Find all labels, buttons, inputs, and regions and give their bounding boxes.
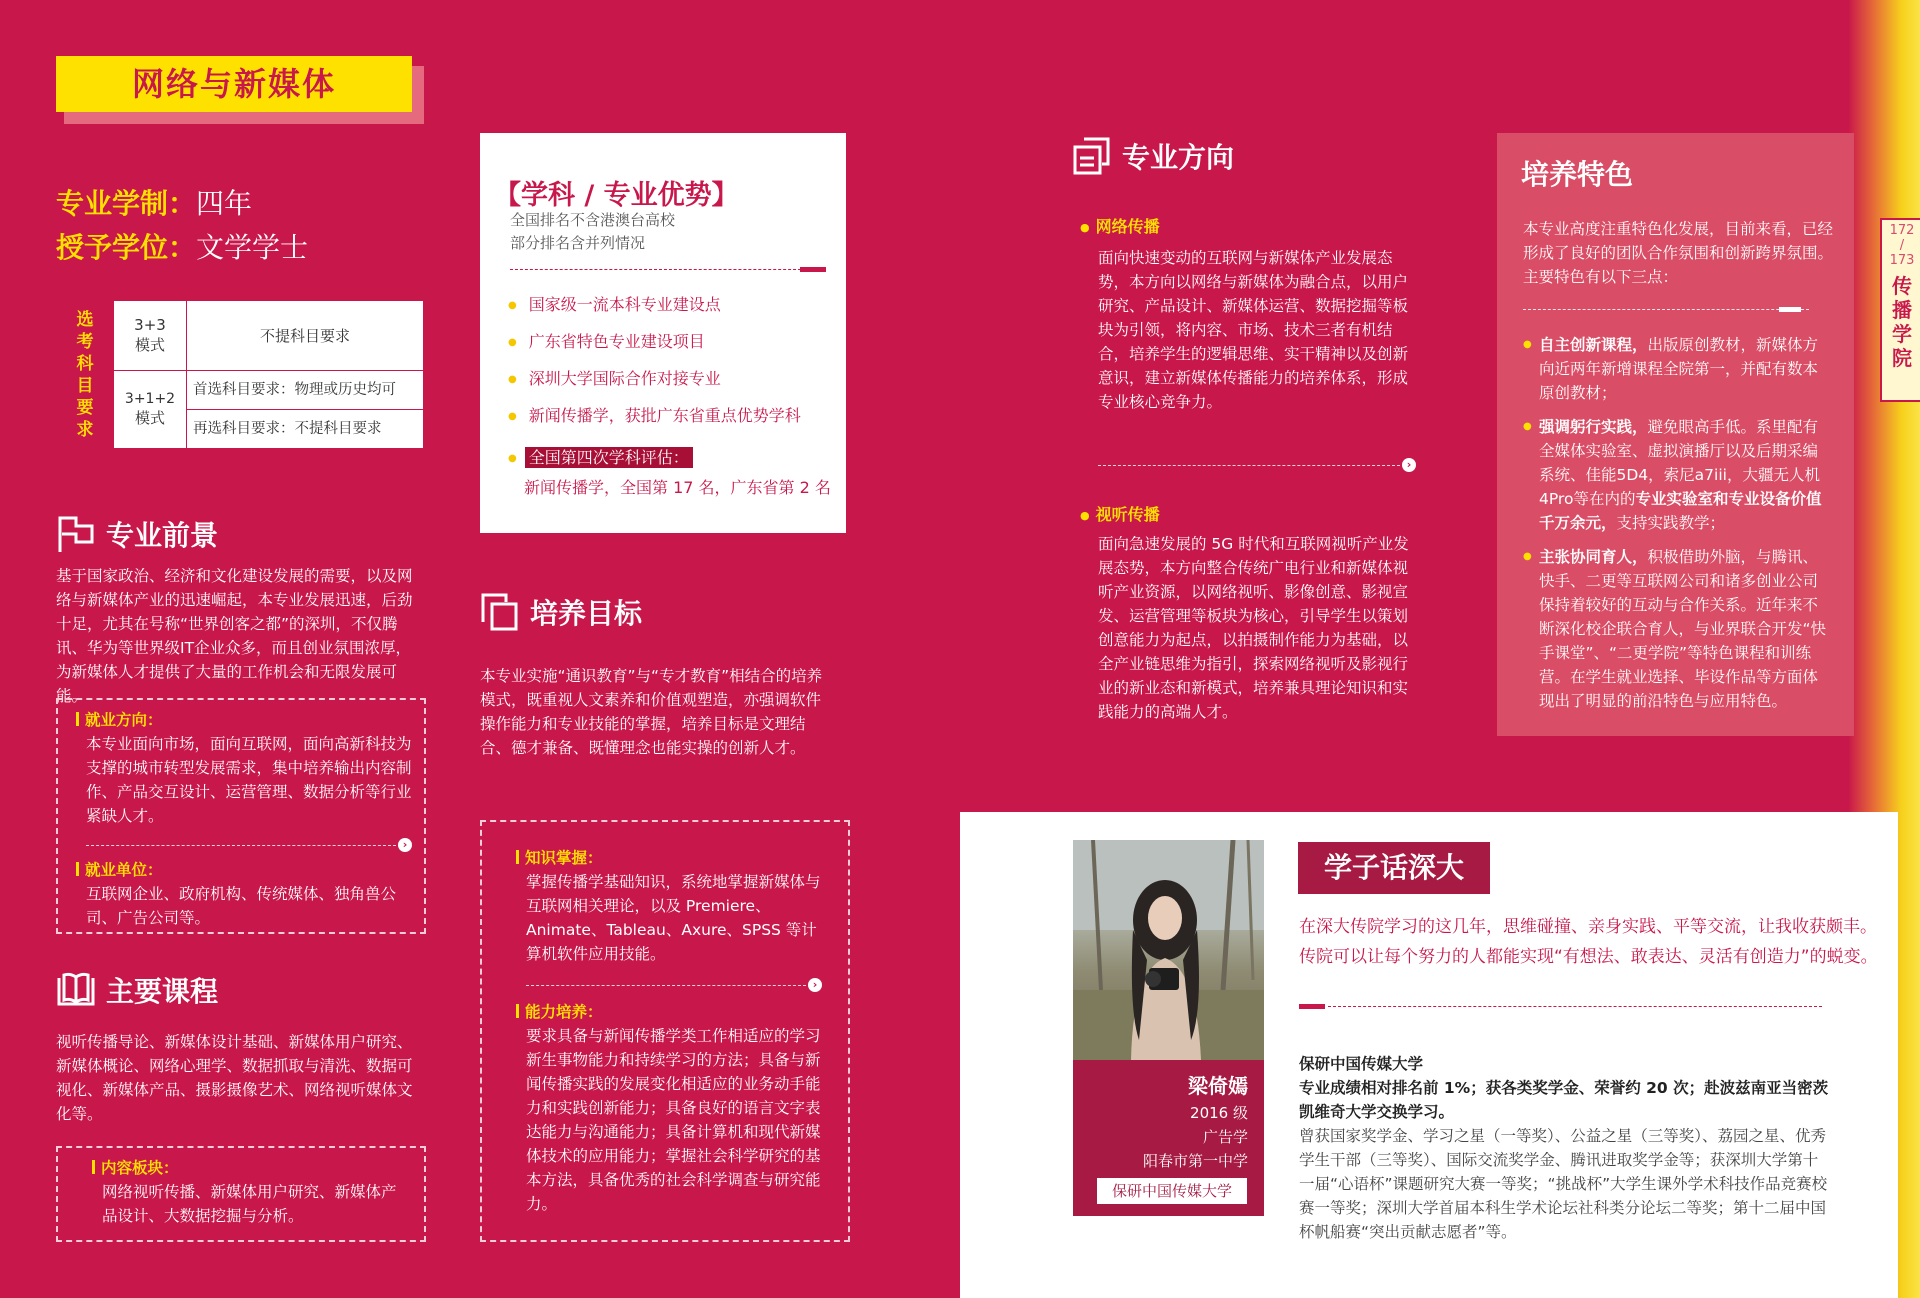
student-badge: 保研中国传媒大学 xyxy=(1097,1178,1247,1204)
network-direction-text: 面向快速变动的互联网与新媒体产业发展态势，本方向以网络与新媒体为融合点，以用户研究、产品设计、新媒体运营、数据挖掘等板块为引领，将内容、市场、技术三者有机结合，培养学生的逻辑思维、实干精神以及创新意识，建立新媒体传播能力的培养体系，形成专业核心竞争力。 xyxy=(1098,249,1409,411)
direction-heading-text: 专业方向 xyxy=(1122,141,1235,174)
content-block-box xyxy=(56,1146,426,1242)
mode-label: 3+1+2 xyxy=(124,391,176,407)
student-panel xyxy=(960,812,1898,1298)
divider-accent xyxy=(1779,307,1801,312)
feature-text: 出版原创教材，新媒体方向近两年新增课程全院第一，并配有数本原创教材； xyxy=(1539,336,1819,402)
student-school: 阳春市第一中学 xyxy=(1142,1152,1248,1170)
student-name: 梁倚嫣 xyxy=(1188,1074,1248,1098)
student-achievements xyxy=(1299,1052,1829,1244)
advantage-title: 【学科 / 专业优势】 xyxy=(494,180,739,211)
college-char: 传 xyxy=(1892,274,1912,298)
student-year: 2016 级 xyxy=(1190,1104,1248,1122)
employment-box xyxy=(56,698,426,934)
av-direction-text: 面向急速发展的 5G 时代和互联网视听产业发展态势，本方向整合传统广电行业和新媒体视听产业资源，以网络视听、影像创意、影视宣发、运营管理等板块为核心，引导学生以策划创意能力为起点，以拍摄制作能力为基础，以全产业链思维为指引，探索网络视听及影视行业的新业态和新模式，培养兼具理论知识和实践能力的高端人才。 xyxy=(1098,535,1409,721)
college-char: 播 xyxy=(1892,298,1912,322)
arrow-right-icon: › xyxy=(398,838,412,852)
employment-unit-text: 互联网企业、政府机构、传统媒体、独角兽公司、广告公司等。 xyxy=(86,885,397,927)
mode-3-3 xyxy=(114,301,187,371)
goal-heading-text: 培养目标 xyxy=(530,597,643,630)
college-char: 学 xyxy=(1892,322,1912,346)
employment-unit-heading: 就业单位： xyxy=(76,858,412,882)
network-direction-heading: ● 网络传播 xyxy=(1080,214,1160,237)
advantage-subtitle: 部分排名含并列情况 xyxy=(510,234,646,252)
subject-requirements-table xyxy=(56,300,424,449)
page-number xyxy=(1882,220,1920,268)
goal-detail-box xyxy=(480,820,850,1242)
goal-heading xyxy=(480,592,642,632)
page-number-left: 172 xyxy=(1889,223,1915,238)
ability-heading: 能力培养： xyxy=(516,1000,822,1024)
page-side-tab xyxy=(1880,218,1920,402)
content-block-heading: 内容板块： xyxy=(92,1156,402,1180)
advantage-item: ● 国家级一流本科专业建设点 xyxy=(508,287,801,324)
divider-accent xyxy=(1299,1004,1325,1009)
book-icon xyxy=(56,972,96,1008)
mode-3-1-2 xyxy=(114,371,187,449)
meta-key: 授予学位： xyxy=(56,231,197,264)
label-char: 选 xyxy=(76,309,94,330)
feature-text: 避免眼高手低。系里配有全媒体实验室、虚拟演播厅以及后期采编系统、佳能5D4，索尼a7iii，大疆无人机4Pro等在内的 xyxy=(1539,418,1820,508)
evaluation: ● 全国第四次学科评估： xyxy=(508,445,693,468)
feature-item xyxy=(1523,333,1829,405)
student-photo xyxy=(1073,840,1264,1060)
mode-label: 3+3 xyxy=(134,316,166,334)
meta-value: 文学学士 xyxy=(196,231,309,264)
knowledge-heading: 知识掌握： xyxy=(516,846,822,870)
label-char: 考 xyxy=(76,331,94,352)
av-direction-heading: ● 视听传播 xyxy=(1080,502,1160,525)
meta-key: 专业学制： xyxy=(56,187,197,220)
knowledge-text: 掌握传播学基础知识，系统地掌握新媒体与互联网相关理论，以及 Premiere、Animate、Tableau、Axure、SPSS 等计算机软件应用技能。 xyxy=(526,873,821,963)
courses-text: 视听传播导论、新媒体设计基础、新媒体用户研究、新媒体概论、网络心理学、数据抓取与清洗、数据可视化、新媒体产品、摄影摄像艺术、网络视听媒体文化等。 xyxy=(56,1033,413,1123)
divider xyxy=(1098,458,1416,472)
achievement-text: 曾获国家奖学金、学习之星（一等奖）、公益之星（三等奖）、荔园之星、优秀学生干部（三等奖）、国际交流奖学金、腾讯进取奖学金等；获深圳大学第十一届“心语杯”课题研究大赛一等奖；“挑战杯”大学生课外学术科技作品竞赛校赛一等奖；深圳大学首届本科生学术论坛社科类分论坛二等奖；第十二届中国杯帆船赛“突出贡献志愿者”等。 xyxy=(1299,1127,1828,1241)
arrow-right-icon: › xyxy=(1402,458,1416,472)
flag-icon xyxy=(56,514,96,554)
label-char: 目 xyxy=(76,375,94,396)
courses-heading-text: 主要课程 xyxy=(106,975,219,1008)
feature-bold: 专业实验室和专业设备价值千万余元， xyxy=(1539,490,1822,532)
feature-text: 积极借助外脑，与腾讯、快手、二更等互联网公司和诸多创业公司保持着较好的互动与合作关系。近年来不断深化校企联合育人，与业界联合开发“快手课堂”、“二更学院”等特色课程和训练营。在学生就业选择、毕设作品等方面体现出了明显的前沿特色与应用特色。 xyxy=(1539,548,1827,710)
mode-3-3-requirement: 不提科目要求 xyxy=(187,301,424,371)
student-quote: 传院可以让每个努力的人都能实现“有想法、敢表达、灵活有创造力”的蜕变。 xyxy=(1299,947,1878,967)
feature-bold: 自主创新课程， xyxy=(1539,336,1648,354)
prospect-heading xyxy=(56,514,218,554)
feature-item xyxy=(1523,545,1829,713)
student-voice-tag: 学子话深大 xyxy=(1298,842,1490,894)
achievement-highlights: 专业成绩相对排名前 1%；获各类奖学金、荣誉约 20 次；赴波兹南亚当密茨凯维奇大学交换学习。 xyxy=(1299,1079,1829,1121)
employment-direction-text: 本专业面向市场，面向互联网，面向高新科技为支撑的城市转型发展需求，集中培养输出内容制作、产品交互设计、运营管理、数据分析等行业紧缺人才。 xyxy=(86,735,412,825)
divider xyxy=(526,978,822,992)
employment-direction-heading: 就业方向： xyxy=(76,708,412,732)
page-number-right: 173 xyxy=(1889,253,1915,268)
courses-heading xyxy=(56,970,218,1010)
meta-duration xyxy=(56,184,252,224)
label-char: 要 xyxy=(76,397,94,418)
direction-heading xyxy=(1072,136,1234,176)
copy-icon xyxy=(480,592,520,632)
prospect-heading-text: 专业前景 xyxy=(106,519,219,552)
page-title: 网络与新媒体 xyxy=(56,56,412,112)
meta-degree xyxy=(56,228,308,268)
label-char: 科 xyxy=(76,353,94,374)
prospect-intro: 基于国家政治、经济和文化建设发展的需要，以及网络与新媒体产业的迅速崛起，本专业发展迅速，后劲十足，尤其在号称“世界创客之都”的深圳，不仅腾讯、华为等世界级IT企业众多，而且创业氛围浓厚，为新媒体人才提供了大量的工作机会和无限发展可能。 xyxy=(56,567,413,705)
advantage-item: ● 广东省特色专业建设项目 xyxy=(508,324,801,361)
achievement-title: 保研中国传媒大学 xyxy=(1299,1055,1424,1073)
advantage-item: ● 深圳大学国际合作对接专业 xyxy=(508,361,801,398)
features-divider xyxy=(1523,309,1809,310)
features-intro: 本专业高度注重特色化发展，目前来看，已经形成了良好的团队合作氛围和创新跨界氛围。主要特色有以下三点： xyxy=(1523,220,1834,286)
student-major: 广告学 xyxy=(1202,1128,1248,1146)
requirements-label xyxy=(57,301,114,449)
goal-text: 本专业实施“通识教育”与“专才教育”相结合的培养模式，既重视人文素养和价值观塑造，亦强调软件操作能力和专业技能的掌握，培养目标是文理结合、德才兼备、既懂理念也能实操的创新人才。 xyxy=(480,667,823,757)
second-subject-requirement: 再选科目要求：不提科目要求 xyxy=(193,421,382,437)
mode-3-1-2-requirements xyxy=(187,371,424,449)
divider-accent xyxy=(800,267,826,272)
label-char: 求 xyxy=(76,419,94,440)
content-block-text: 网络视听传播、新媒体用户研究、新媒体产品设计、大数据挖掘与分析。 xyxy=(102,1183,397,1225)
advantage-subtitle: 全国排名不含港澳台高校 xyxy=(510,211,676,229)
ability-text: 要求具备与新闻传播学类工作相适应的学习新生事物能力和持续学习的方法；具备与新闻传播实践的发展变化相适应的业务动手能力和实践创新能力；具备良好的语言文字表达能力与沟通能力；具备计算机和现代新媒体技术的应用能力；掌握社会科学研究的基本方法，具备优秀的社会科学调查与研究能力。 xyxy=(526,1027,821,1213)
features-card xyxy=(1497,133,1854,736)
feature-item xyxy=(1523,415,1829,535)
divider xyxy=(86,838,412,852)
advantage-card xyxy=(480,133,846,533)
student-divider xyxy=(1328,1006,1822,1007)
mode-label: 模式 xyxy=(134,409,165,427)
student-info-card xyxy=(1073,1060,1264,1216)
copy-icon xyxy=(1072,136,1112,176)
evaluation-text: 新闻传播学，全国第 17 名，广东省第 2 名 xyxy=(524,478,831,497)
feature-bold: 强调躬行实践， xyxy=(1539,418,1648,436)
evaluation-heading: 全国第四次学科评估： xyxy=(525,447,693,468)
features-heading: 培养特色 xyxy=(1521,158,1634,191)
college-name xyxy=(1882,274,1920,370)
student-quote: 在深大传院学习的这几年，思维碰撞、亲身实践、平等交流，让我收获颇丰。 xyxy=(1299,917,1877,937)
feature-bold: 主张协同育人， xyxy=(1539,548,1648,566)
meta-value: 四年 xyxy=(196,187,253,220)
college-char: 院 xyxy=(1892,346,1912,370)
first-subject-requirement: 首选科目要求：物理或历史均可 xyxy=(187,371,423,410)
advantage-item: ● 新闻传播学，获批广东省重点优势学科 xyxy=(508,398,801,435)
page-number-sep: / xyxy=(1899,238,1905,253)
mode-label: 模式 xyxy=(134,336,165,354)
feature-text: 支持实践教学； xyxy=(1616,514,1726,532)
advantage-divider xyxy=(510,269,806,270)
arrow-right-icon: › xyxy=(808,978,822,992)
